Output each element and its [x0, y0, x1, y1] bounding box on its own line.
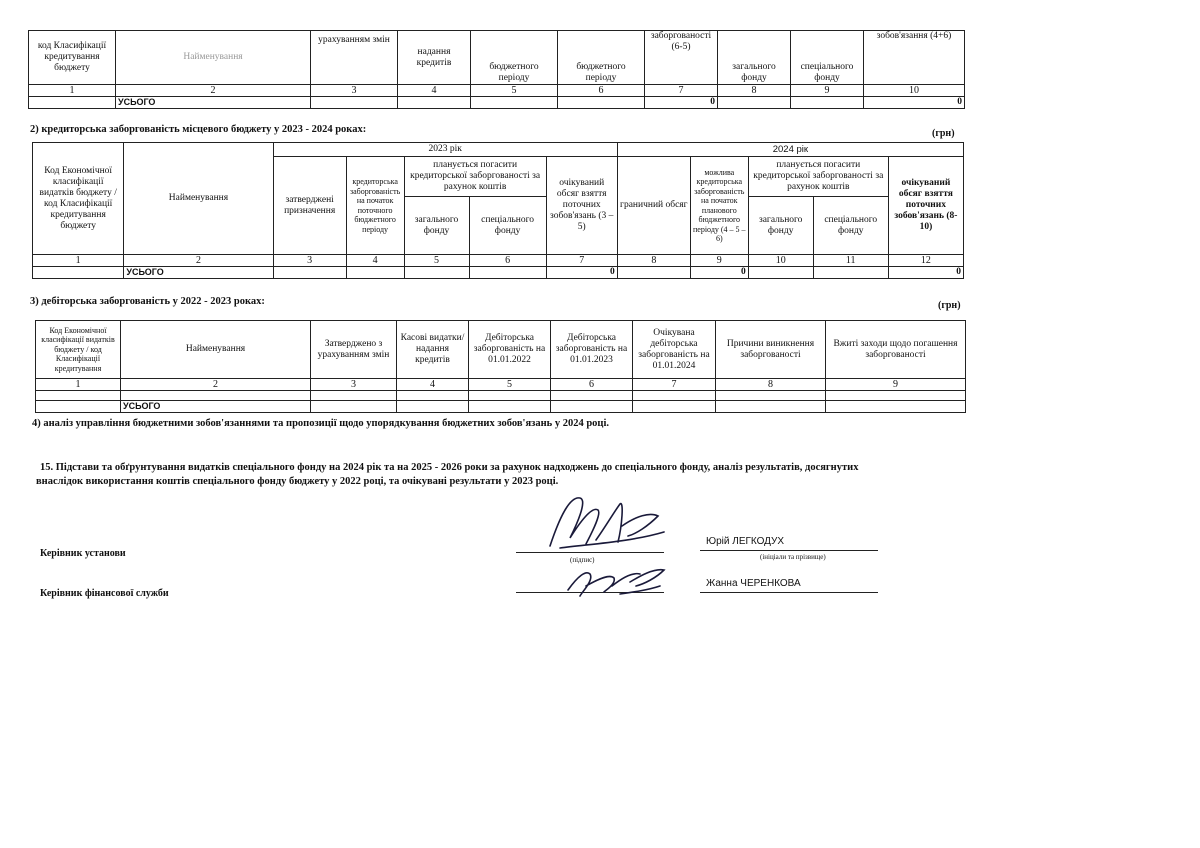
finance-name: Жанна ЧЕРЕНКОВА [706, 578, 801, 589]
s2-total-cell-5 [404, 267, 469, 279]
s3-header-name: Найменування [121, 321, 311, 379]
top-header-name: Найменування [116, 31, 311, 85]
s2-total-cell-10 [748, 267, 813, 279]
s3-total-cell-1 [36, 401, 121, 413]
s2-total-c9: 0 [690, 267, 748, 279]
s2-num-7: 7 [546, 255, 617, 267]
top-total-label: УСЬОГО [116, 97, 311, 109]
s2-total-label: УСЬОГО [124, 267, 273, 279]
head-role-label: Керівник установи [40, 548, 126, 559]
top-num-5: 5 [471, 85, 558, 97]
top-header-code: код Класифікації кредитування бюджету [29, 31, 116, 85]
s3-header-cash: Касові видатки/ надання кредитів [397, 321, 469, 379]
s2-total-cell-4 [346, 267, 404, 279]
s2-num-6: 6 [469, 255, 546, 267]
s3-header-debt-2022: Дебіторська заборгованість на 01.01.2022 [469, 321, 551, 379]
s2-header-year2: 2024 рік [617, 143, 963, 157]
s3-header-reasons: Причини виникнення заборгованості [716, 321, 826, 379]
s2-num-4: 4 [346, 255, 404, 267]
section2-unit: (грн) [932, 128, 955, 139]
s3-num-2: 2 [121, 379, 311, 391]
top-header-cash: надання кредитів [398, 31, 471, 85]
s2-total-cell-8 [617, 267, 690, 279]
s2-num-11: 11 [813, 255, 888, 267]
top-total-cell-6 [558, 97, 645, 109]
s2-number-row [33, 255, 964, 267]
s2-header-possible-debt: можлива кредиторська заборгованість на початок планового бюджетного періоду (4 – 5 – 6) [690, 157, 748, 255]
section4-title: 4) аналіз управління бюджетними зобов'язаннями та пропозиції щодо упорядкування бюджетних зобов'язань у 2024 році. [32, 418, 610, 429]
section3-unit: (грн) [938, 300, 961, 311]
top-total-cell-5 [471, 97, 558, 109]
top-total-cell-9 [791, 97, 864, 109]
s3-total-label: УСЬОГО [121, 401, 311, 413]
s2-header-plan-repay: планується погасити кредиторської заборгованості за рахунок коштів [404, 157, 546, 197]
s2-total-c7: 0 [546, 267, 617, 279]
top-header-general: загального фонду [718, 31, 791, 85]
s2-num-5: 5 [404, 255, 469, 267]
s2-header-general2: загального фонду [748, 197, 813, 255]
finance-signature-icon [560, 556, 670, 604]
top-total-cell-8 [718, 97, 791, 109]
top-total-c10: 0 [864, 97, 965, 109]
s2-header-year1: 2023 рік [273, 143, 617, 157]
s2-total-cell-3 [273, 267, 346, 279]
s3-header-approved: Затверджено з урахуванням змін [311, 321, 397, 379]
s2-total-c12: 0 [888, 267, 963, 279]
section3-table [35, 320, 966, 413]
s2-num-3: 3 [273, 255, 346, 267]
s2-header-general: загального фонду [404, 197, 469, 255]
s2-num-2: 2 [124, 255, 273, 267]
top-total-cell-4 [398, 97, 471, 109]
s2-header-plan-repay2: планується погасити кредиторської заборгованості за рахунок коштів [748, 157, 888, 197]
section15-line1: 15. Підстави та обґрунтування видатків спеціального фонду на 2024 рік та на 2025 - 2026 роки за рахунок надходжень до спеціального фонду, аналіз результатів, досягнутих [40, 462, 859, 473]
top-header-special: спеціального фонду [791, 31, 864, 85]
head-signature-icon [540, 486, 670, 560]
top-num-8: 8 [718, 85, 791, 97]
s2-num-10: 10 [748, 255, 813, 267]
s2-header-limit: граничний обсяг [617, 157, 690, 255]
s3-empty-row [36, 391, 966, 401]
top-num-4: 4 [398, 85, 471, 97]
top-header-change: заборгованості (6-5) [645, 31, 718, 85]
s3-num-4: 4 [397, 379, 469, 391]
s2-num-9: 9 [690, 255, 748, 267]
head-name-caption: (ініціали та прізвище) [760, 553, 826, 561]
top-num-7: 7 [645, 85, 718, 97]
s2-num-12: 12 [888, 255, 963, 267]
top-num-1: 1 [29, 85, 116, 97]
s2-total-cell-1 [33, 267, 124, 279]
section2-table [32, 142, 964, 279]
s2-num-8: 8 [617, 255, 690, 267]
s2-header-special: спеціального фонду [469, 197, 546, 255]
s3-num-6: 6 [551, 379, 633, 391]
top-total-cell-1 [29, 97, 116, 109]
top-num-6: 6 [558, 85, 645, 97]
s3-num-3: 3 [311, 379, 397, 391]
top-header-obligations: зобов'язання (4+6) [864, 31, 965, 85]
top-table [28, 30, 965, 109]
s2-num-1: 1 [33, 255, 124, 267]
s2-header-approved: затверджені призначення [273, 157, 346, 255]
head-name-line [700, 550, 878, 551]
s3-num-8: 8 [716, 379, 826, 391]
s3-total-row [36, 401, 966, 413]
s3-header-debt-2024: Очікувана дебіторська заборгованість на 01.01.2024 [633, 321, 716, 379]
s2-header-expected2: очікуваний обсяг взяття поточних зобов'язань (8-10) [888, 157, 963, 255]
s3-number-row [36, 379, 966, 391]
s2-header-special2: спеціального фонду [813, 197, 888, 255]
top-num-2: 2 [116, 85, 311, 97]
top-num-9: 9 [791, 85, 864, 97]
section15-line2: внаслідок використання коштів спеціального фонду бюджету у 2022 році, та очікувані результати у 2023 році. [36, 476, 559, 487]
finance-role-label: Керівник фінансової служби [40, 588, 169, 599]
top-header-debt-start: бюджетного періоду [471, 31, 558, 85]
s2-total-cell-11 [813, 267, 888, 279]
s3-num-7: 7 [633, 379, 716, 391]
s2-header-name: Найменування [124, 143, 273, 255]
s2-header-expected: очікуваний обсяг взяття поточних зобов'язань (3 – 5) [546, 157, 617, 255]
head-signature-caption: (підпис) [570, 556, 595, 564]
top-header-debt-end: бюджетного періоду [558, 31, 645, 85]
top-total-cell-3 [311, 97, 398, 109]
top-total-row [29, 97, 965, 109]
top-num-3: 3 [311, 85, 398, 97]
s2-header-code: Код Економічної класифікації видатків бюджету / код Класифікації кредитування бюджету [33, 143, 124, 255]
head-name: Юрій ЛЕГКОДУХ [706, 536, 785, 547]
top-number-row [29, 85, 965, 97]
s3-header-code: Код Економічної класифікації видатків бюджету / код Класифікації кредитування [36, 321, 121, 379]
s3-header-debt-2023: Дебіторська заборгованість на 01.01.2023 [551, 321, 633, 379]
top-header-approved: урахуванням змін [311, 31, 398, 85]
section2-title: 2) кредиторська заборгованість місцевого бюджету у 2023 - 2024 роках: [30, 124, 367, 135]
s3-num-9: 9 [826, 379, 966, 391]
s2-total-row [33, 267, 964, 279]
s3-num-5: 5 [469, 379, 551, 391]
s3-num-1: 1 [36, 379, 121, 391]
finance-name-line [700, 592, 878, 593]
section3-title: 3) дебіторська заборгованість у 2022 - 2023 роках: [30, 296, 265, 307]
s3-header-measures: Вжиті заходи щодо погашення заборгованості [826, 321, 966, 379]
s2-total-cell-6 [469, 267, 546, 279]
top-num-10: 10 [864, 85, 965, 97]
top-total-c7: 0 [645, 97, 718, 109]
s2-header-debt-start: кредиторська заборгованість на початок поточного бюджетного періоду [346, 157, 404, 255]
